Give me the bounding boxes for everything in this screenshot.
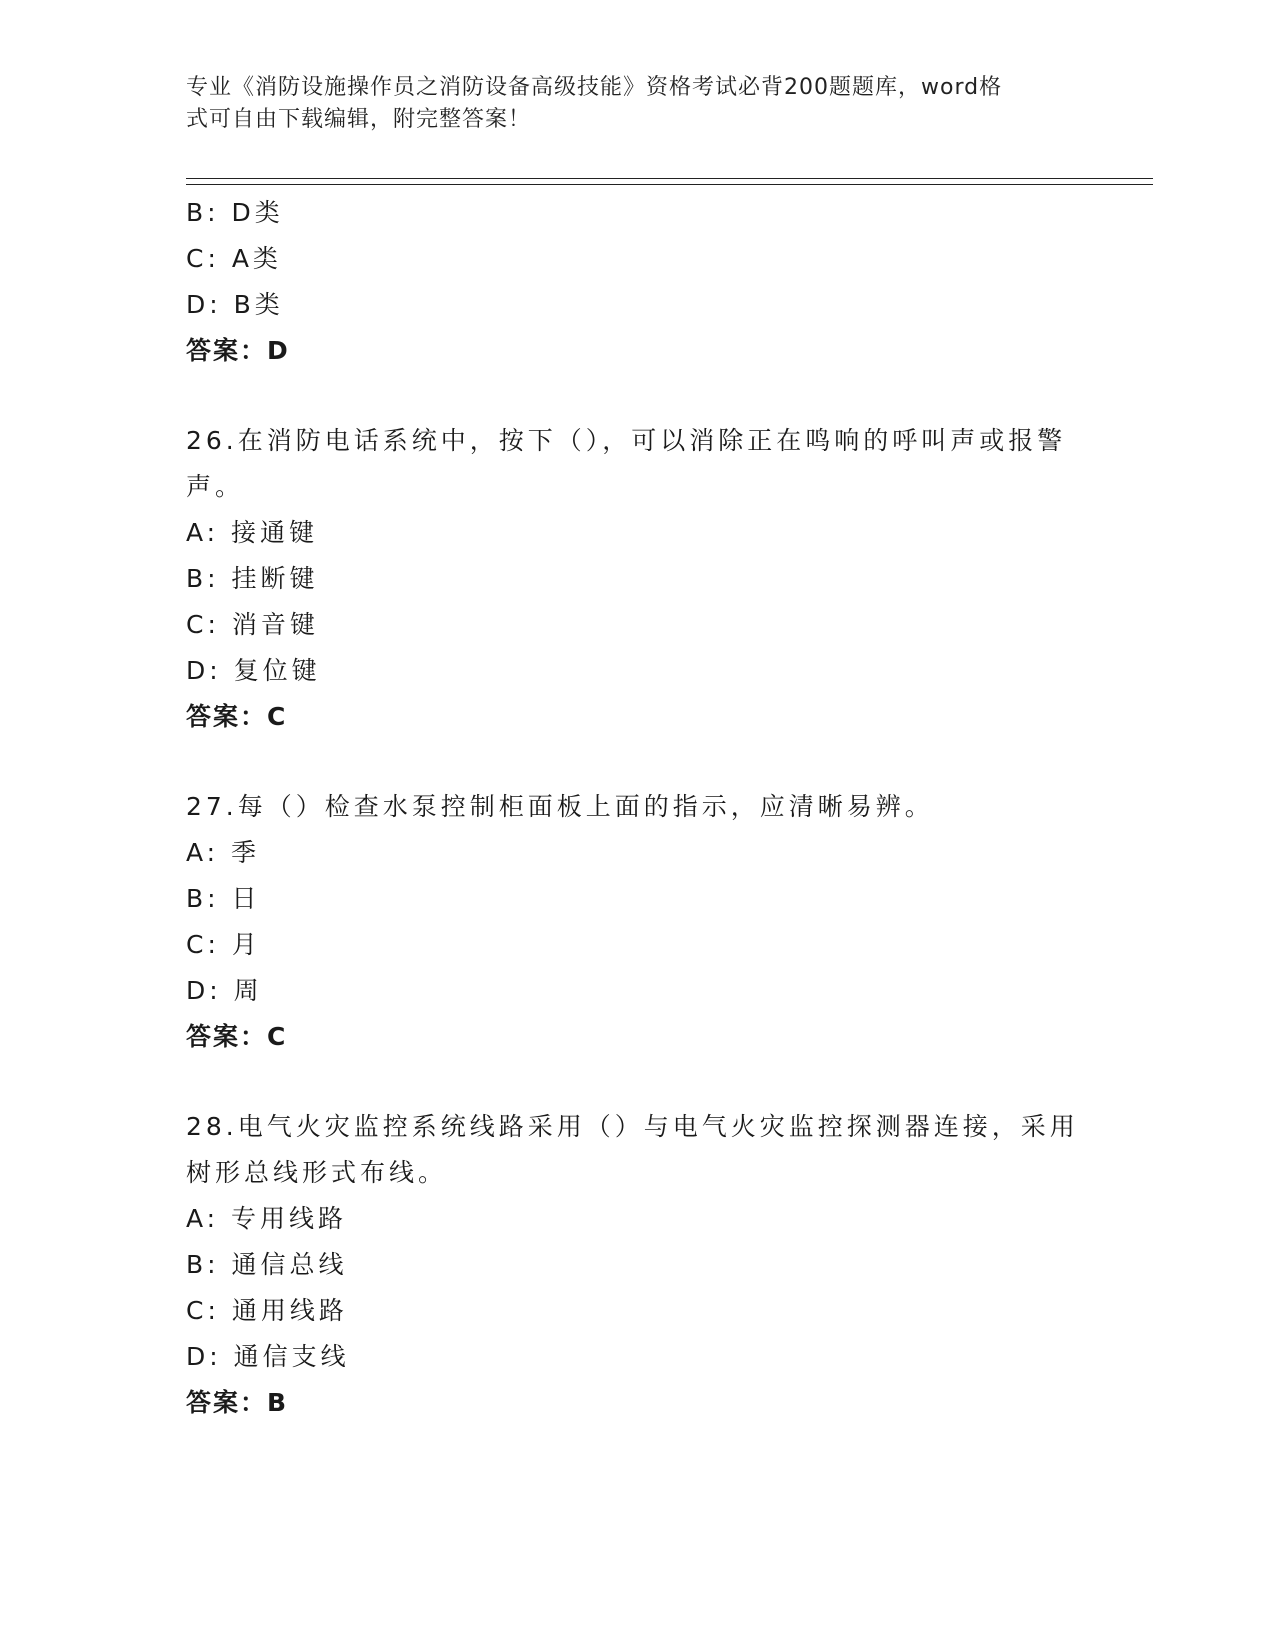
- option-c: C: 通用线路: [186, 1296, 348, 1325]
- question-25-continued: [186, 190, 1086, 374]
- header-title-line-2: 式可自由下载编辑，附完整答案！: [186, 107, 532, 132]
- option-b: B: 通信总线: [186, 1250, 348, 1279]
- option-b: B: 日: [186, 884, 261, 913]
- option-a: A: 接通键: [186, 518, 319, 547]
- option-c: C: A类: [186, 244, 282, 273]
- question-stem-line-1: 26.在消防电话系统中，按下（），可以消除正在鸣响的呼叫声或报警: [186, 426, 1067, 455]
- question-stem-line-2: 树形总线形式布线。: [186, 1158, 448, 1187]
- answer: 答案：D: [186, 336, 290, 365]
- question-26: [186, 418, 1086, 740]
- option-b: B: D类: [186, 198, 284, 227]
- document-header: [186, 72, 1066, 136]
- option-d: D: B类: [186, 290, 284, 319]
- answer: 答案：C: [186, 702, 288, 731]
- option-d: D: 复位键: [186, 656, 321, 685]
- option-b: B: 挂断键: [186, 564, 319, 593]
- option-d: D: 通信支线: [186, 1342, 350, 1371]
- question-27: [186, 784, 1086, 1060]
- question-stem-line-2: 声。: [186, 472, 245, 501]
- header-title-line-1: 专业《消防设施操作员之消防设备高级技能》资格考试必背200题题库，word格: [186, 75, 1003, 100]
- header-divider: [186, 178, 1153, 185]
- option-c: C: 消音键: [186, 610, 319, 639]
- option-c: C: 月: [186, 930, 261, 959]
- question-28: [186, 1104, 1086, 1426]
- option-a: A: 专用线路: [186, 1204, 348, 1233]
- option-a: A: 季: [186, 838, 261, 867]
- question-stem-line-1: 28.电气火灾监控系统线路采用（）与电气火灾监控探测器连接，采用: [186, 1112, 1079, 1141]
- option-d: D: 周: [186, 976, 263, 1005]
- answer: 答案：B: [186, 1388, 289, 1417]
- answer: 答案：C: [186, 1022, 288, 1051]
- question-stem-line-1: 27.每（）检查水泵控制柜面板上面的指示，应清晰易辨。: [186, 792, 934, 821]
- question-list: [186, 190, 1086, 1426]
